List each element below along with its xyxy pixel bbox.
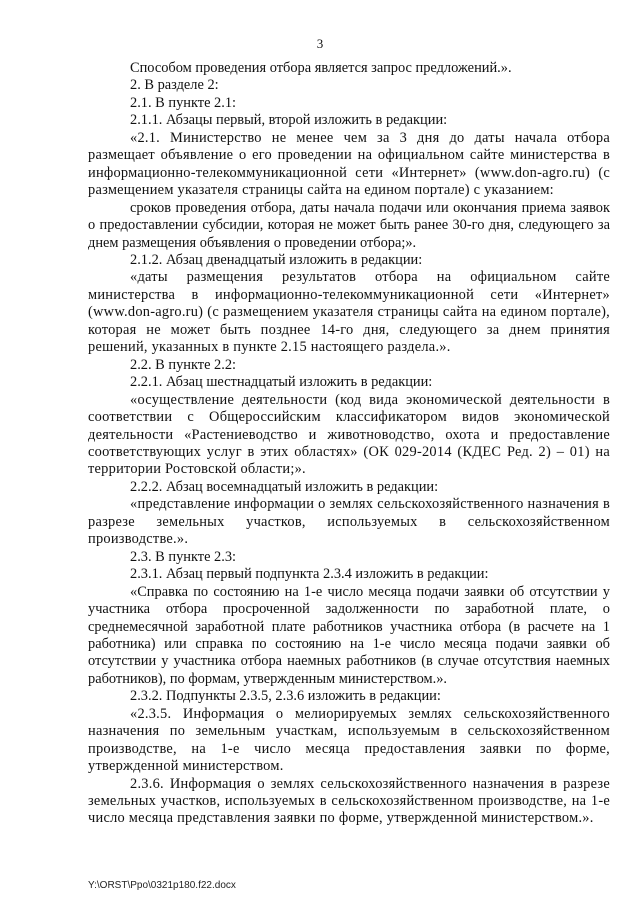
paragraph: 2.2. В пункте 2.2: [130,356,237,373]
paragraph: «даты размещения результатов отбора на официальном сайте министерства в информационно-телекоммуникационной сети «Интернет» (www.don-agro.ru) (с размещением указателя страницы сайта на едином портале), которая не может быть позднее 14-го дня, следующего за днем принятия решений, указанных в пункте 2.15 настоящего раздела.». [88,269,610,356]
paragraph: сроков проведения отбора, даты начала подачи или окончания приема заявок о предоставлении субсидии, которая не может быть ранее 30-го дня, следующего за днем размещения объявления о проведении отбора;». [88,199,610,251]
paragraph: «2.1. Министерство не менее чем за 3 дня до даты начала отбора размещает объявление о его проведении на официальном сайте министерства в информационно-телекоммуникационной сети «Интернет» (www.don-agro.ru) (с размещением указателя страницы сайта на едином портале) с указанием: [88,129,610,199]
paragraph: 2.3.6. Информация о землях сельскохозяйственного назначения в разрезе земельных участков, используемых в сельскохозяйственном производстве, на 1-е число месяца представления заявки по форме, утвержденной министерством.». [88,775,610,827]
paragraph: 2.2.2. Абзац восемнадцатый изложить в редакции: [130,478,439,495]
footer-file-path: Y:\ORST\Ppo\0321p180.f22.docx [88,880,236,891]
paragraph: 2.3.1. Абзац первый подпункта 2.3.4 изложить в редакции: [130,566,489,583]
paragraph: 2.1.1. Абзацы первый, второй изложить в редакции: [130,112,448,129]
page-number: 3 [316,36,324,51]
paragraph: Способом проведения отбора является запрос предложений.». [130,60,512,76]
paragraph: «Справка по состоянию на 1-е число месяца подачи заявки об отсутствии у участника отбора просроченной задолженности по заработной плате, о среднемесячной заработной плате работников участника отбора (в расчете на 1 работника) или справка по состоянию на 1-е число месяца подачи заявки об отсутствии у участника отбора наемных работников (в случае отсутствия наемных работников), по формам, утвержденным министерством.». [88,583,610,687]
paragraph: «осуществление деятельности (код вида экономической деятельности в соответствии с Общероссийским классификатором видов экономической деятельности «Растениеводство и животноводство, охота и предоставление соответствующих услуг в этих областях» (ОК 029-2014 (КДЕС Ред. 2) – 01) на территории Ростовской области;». [88,391,610,478]
paragraph: 2.3. В пункте 2.3: [130,548,237,565]
paragraph: 2.2.1. Абзац шестнадцатый изложить в редакции: [130,374,433,391]
paragraph: 2.1. В пункте 2.1: [130,94,237,111]
paragraph: «2.3.5. Информация о мелиорируемых землях сельскохозяйственного назначения по земельным участкам, используемым в сельскохозяйственном производстве, на 1-е число месяца предоставления заявки по форме, утвержденной министерством. [88,705,610,775]
document-body [88,60,610,828]
paragraph: 2.3.2. Подпункты 2.3.5, 2.3.6 изложить в редакции: [130,688,441,705]
paragraph: «представление информации о землях сельскохозяйственного назначения в разрезе земельных участков, используемых в сельскохозяйственном производстве.». [88,496,610,548]
paragraph: 2.1.2. Абзац двенадцатый изложить в редакции: [130,251,423,268]
paragraph: 2. В разделе 2: [130,77,219,94]
